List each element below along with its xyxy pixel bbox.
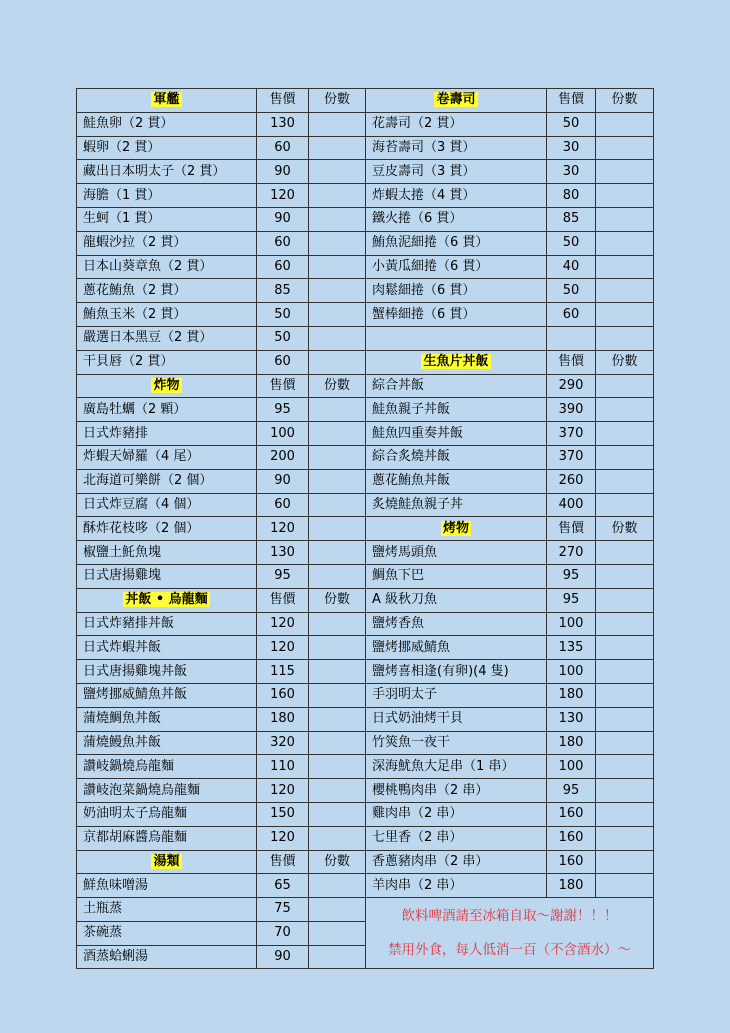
- item-price: 120: [257, 612, 309, 636]
- item-price: 75: [257, 898, 309, 922]
- item-price: 115: [257, 660, 309, 684]
- menu-row: [77, 588, 654, 612]
- item-qty-cell[interactable]: [596, 303, 654, 327]
- item-qty-cell[interactable]: [309, 112, 366, 136]
- item-qty-cell[interactable]: [596, 231, 654, 255]
- notice-line2: 禁用外食，每人低消一百（不含酒水）～: [388, 942, 631, 959]
- item-price: 290: [547, 374, 596, 398]
- item-qty-cell[interactable]: [309, 874, 366, 898]
- section-title: 烤物: [442, 520, 469, 536]
- item-qty-cell[interactable]: [596, 469, 654, 493]
- item-name: 蒲燒鯛魚丼飯: [77, 707, 257, 731]
- item-name: 鮭魚四重奏丼飯: [366, 422, 547, 446]
- item-name: 七里香（2 串）: [366, 826, 547, 850]
- menu-row: [77, 612, 654, 636]
- item-price: 120: [257, 517, 309, 541]
- qty-column-header: 份數: [596, 517, 654, 541]
- section-title: 軍艦: [153, 92, 180, 108]
- qty-column-header: 份數: [309, 850, 366, 874]
- item-qty-cell[interactable]: [596, 564, 654, 588]
- menu-table: [76, 88, 654, 969]
- menu-row: [77, 541, 654, 565]
- item-price: 90: [257, 207, 309, 231]
- item-name: 櫻桃鴨肉串（2 串）: [366, 779, 547, 803]
- item-price: 60: [257, 255, 309, 279]
- item-name: 藏出日本明太子（2 貫）: [77, 160, 257, 184]
- item-price: 60: [257, 136, 309, 160]
- item-name: 日式唐揚雞塊: [77, 564, 257, 588]
- item-name: 炸蝦太捲（4 貫）: [366, 184, 547, 208]
- item-qty-cell[interactable]: [596, 731, 654, 755]
- menu-row: [77, 755, 654, 779]
- item-name: 蒲燒鰻魚丼飯: [77, 731, 257, 755]
- item-qty-cell[interactable]: [309, 660, 366, 684]
- menu-row: [77, 850, 654, 874]
- item-price: 270: [547, 541, 596, 565]
- item-qty-cell[interactable]: [309, 755, 366, 779]
- menu-row: [77, 422, 654, 446]
- item-name: 鹽烤馬頭魚: [366, 541, 547, 565]
- item-name: 干貝唇（2 貫）: [77, 350, 257, 374]
- menu-row: [77, 802, 654, 826]
- item-name: 日式唐揚雞塊丼飯: [77, 660, 257, 684]
- item-qty-cell[interactable]: [596, 826, 654, 850]
- item-name: 日式炸豬排: [77, 422, 257, 446]
- item-qty-cell[interactable]: [596, 493, 654, 517]
- item-price: 65: [257, 874, 309, 898]
- item-price: 85: [257, 279, 309, 303]
- item-price: 95: [547, 779, 596, 803]
- item-qty-cell[interactable]: [596, 874, 654, 898]
- menu-row: [77, 636, 654, 660]
- item-price: 30: [547, 136, 596, 160]
- item-name: 京都胡麻醬烏龍麵: [77, 826, 257, 850]
- item-name: 日式炸豆腐（4 個）: [77, 493, 257, 517]
- section-title: 炸物: [153, 377, 180, 393]
- price-column-header: 售價: [547, 350, 596, 374]
- item-qty-cell[interactable]: [596, 136, 654, 160]
- item-name: 竹筴魚一夜干: [366, 731, 547, 755]
- item-qty-cell[interactable]: [596, 541, 654, 565]
- item-qty-cell[interactable]: [596, 255, 654, 279]
- item-name: 小黃瓜細捲（6 貫）: [366, 255, 547, 279]
- item-price: 70: [257, 921, 309, 945]
- item-name: 酥炸花枝哆（2 個）: [77, 517, 257, 541]
- item-name: 羊肉串（2 串）: [366, 874, 547, 898]
- item-qty-cell[interactable]: [596, 374, 654, 398]
- item-price: 50: [257, 326, 309, 350]
- item-name: 龍蝦沙拉（2 貫）: [77, 231, 257, 255]
- item-price: 100: [547, 660, 596, 684]
- section-header: [366, 517, 547, 541]
- item-qty-cell[interactable]: [309, 445, 366, 469]
- item-name: 讚岐鍋燒烏龍麵: [77, 755, 257, 779]
- item-price: 100: [257, 422, 309, 446]
- section-title: 卷壽司: [436, 92, 476, 108]
- item-name: 蟹棒細捲（6 貫）: [366, 303, 547, 327]
- menu-row: [77, 731, 654, 755]
- item-price: 180: [547, 683, 596, 707]
- item-price: 180: [547, 731, 596, 755]
- item-price: 390: [547, 398, 596, 422]
- menu-row: [77, 279, 654, 303]
- section-title: 湯類: [153, 853, 180, 869]
- item-qty-cell[interactable]: [596, 207, 654, 231]
- item-qty-cell[interactable]: [309, 326, 366, 350]
- item-name: 蔥花鮪魚（2 貫）: [77, 279, 257, 303]
- item-qty-cell[interactable]: [596, 445, 654, 469]
- item-qty-cell[interactable]: [596, 755, 654, 779]
- item-price: 80: [547, 184, 596, 208]
- section-header: [77, 374, 257, 398]
- item-name: 炙燒鮭魚親子丼: [366, 493, 547, 517]
- item-qty-cell[interactable]: [309, 469, 366, 493]
- item-name: 椒鹽土魠魚塊: [77, 541, 257, 565]
- item-qty-cell[interactable]: [596, 184, 654, 208]
- item-qty-cell[interactable]: [309, 707, 366, 731]
- menu-row: [77, 136, 654, 160]
- price-column-header: 售價: [547, 517, 596, 541]
- qty-column-header: 份數: [309, 588, 366, 612]
- item-qty-cell[interactable]: [596, 802, 654, 826]
- notice-line1: 飲料啤酒請至冰箱自取～謝謝！！！: [401, 908, 618, 925]
- item-qty-cell[interactable]: [596, 707, 654, 731]
- menu-row: [77, 207, 654, 231]
- item-name: 肉鬆細捲（6 貫）: [366, 279, 547, 303]
- item-price: 160: [547, 826, 596, 850]
- item-qty-cell[interactable]: [309, 541, 366, 565]
- menu-row: [77, 112, 654, 136]
- item-name: 讚岐泡菜鍋燒烏龍麵: [77, 779, 257, 803]
- item-qty-cell[interactable]: [309, 207, 366, 231]
- item-price: 135: [547, 636, 596, 660]
- menu-row: [77, 469, 654, 493]
- item-name: 鹽烤挪威鯖魚丼飯: [77, 683, 257, 707]
- item-price: 130: [547, 707, 596, 731]
- item-qty-cell[interactable]: [309, 255, 366, 279]
- menu-row: [77, 683, 654, 707]
- item-qty-cell[interactable]: [596, 422, 654, 446]
- item-price: 120: [257, 826, 309, 850]
- item-qty-cell[interactable]: [309, 517, 366, 541]
- item-price: 120: [257, 184, 309, 208]
- item-price: 200: [257, 445, 309, 469]
- price-column-header: 售價: [257, 588, 309, 612]
- item-name: 鹽烤香魚: [366, 612, 547, 636]
- item-name: 土瓶蒸: [77, 898, 257, 922]
- section-header: [77, 850, 257, 874]
- item-price: 400: [547, 493, 596, 517]
- section-title: 生魚片丼飯: [423, 354, 489, 370]
- item-qty-cell[interactable]: [309, 945, 366, 969]
- item-name: 日式炸蝦丼飯: [77, 636, 257, 660]
- item-name: 鹽烤挪威鯖魚: [366, 636, 547, 660]
- item-price: 100: [547, 612, 596, 636]
- menu-row: [77, 707, 654, 731]
- item-name: 深海魷魚大足串（1 串）: [366, 755, 547, 779]
- item-qty-cell[interactable]: [309, 826, 366, 850]
- menu-row: [77, 184, 654, 208]
- item-name: 日本山葵章魚（2 貫）: [77, 255, 257, 279]
- item-name: 花壽司（2 貫）: [366, 112, 547, 136]
- item-qty-cell[interactable]: [309, 493, 366, 517]
- item-qty-cell[interactable]: [596, 612, 654, 636]
- price-column-header: 售價: [257, 850, 309, 874]
- item-qty-cell[interactable]: [596, 112, 654, 136]
- item-qty-cell[interactable]: [309, 898, 366, 922]
- item-price: 160: [547, 850, 596, 874]
- item-name: 鯛魚下巴: [366, 564, 547, 588]
- empty-cell: [596, 326, 654, 350]
- menu-row: [77, 255, 654, 279]
- menu-body: [77, 89, 654, 969]
- item-name: 鮭魚親子丼飯: [366, 398, 547, 422]
- item-price: 30: [547, 160, 596, 184]
- item-name: 炸蝦天婦羅（4 尾）: [77, 445, 257, 469]
- item-price: 370: [547, 445, 596, 469]
- item-name: 綜合炙燒丼飯: [366, 445, 547, 469]
- item-name: 鹽烤喜相逢(有卵)(4 隻): [366, 660, 547, 684]
- item-name: A 級秋刀魚: [366, 588, 547, 612]
- item-price: 120: [257, 636, 309, 660]
- item-name: 日式炸豬排丼飯: [77, 612, 257, 636]
- menu-row: [77, 398, 654, 422]
- item-price: 260: [547, 469, 596, 493]
- item-price: 90: [257, 469, 309, 493]
- empty-cell: [366, 326, 547, 350]
- item-name: 香蔥豬肉串（2 串）: [366, 850, 547, 874]
- item-qty-cell[interactable]: [596, 850, 654, 874]
- item-name: 蝦卵（2 貫）: [77, 136, 257, 160]
- item-qty-cell[interactable]: [309, 184, 366, 208]
- menu-row: [77, 326, 654, 350]
- item-price: 160: [547, 802, 596, 826]
- item-name: 鐵火捲（6 貫）: [366, 207, 547, 231]
- item-price: 95: [257, 398, 309, 422]
- item-price: 150: [257, 802, 309, 826]
- item-name: 雞肉串（2 串）: [366, 802, 547, 826]
- price-column-header: 售價: [257, 374, 309, 398]
- item-qty-cell[interactable]: [309, 564, 366, 588]
- item-qty-cell[interactable]: [309, 731, 366, 755]
- item-qty-cell[interactable]: [309, 160, 366, 184]
- item-qty-cell[interactable]: [596, 588, 654, 612]
- menu-row: [77, 660, 654, 684]
- item-name: 日式奶油烤干貝: [366, 707, 547, 731]
- item-price: 50: [547, 279, 596, 303]
- menu-row: [77, 160, 654, 184]
- item-name: 酒蒸蛤蜊湯: [77, 945, 257, 969]
- item-name: 鮪魚泥細捲（6 貫）: [366, 231, 547, 255]
- item-price: 60: [257, 350, 309, 374]
- item-price: 130: [257, 541, 309, 565]
- item-name: 海膽（1 貫）: [77, 184, 257, 208]
- item-qty-cell[interactable]: [309, 612, 366, 636]
- menu-row: [77, 898, 654, 922]
- menu-row: [77, 826, 654, 850]
- item-price: 60: [547, 303, 596, 327]
- item-name: 生蚵（1 貫）: [77, 207, 257, 231]
- item-qty-cell[interactable]: [309, 779, 366, 803]
- item-name: 廣島牡蠣（2 顆）: [77, 398, 257, 422]
- item-qty-cell[interactable]: [596, 398, 654, 422]
- item-price: 160: [257, 683, 309, 707]
- item-price: 85: [547, 207, 596, 231]
- menu-row: [77, 564, 654, 588]
- item-price: 40: [547, 255, 596, 279]
- item-price: 95: [257, 564, 309, 588]
- section-header: [77, 588, 257, 612]
- item-price: 60: [257, 493, 309, 517]
- item-name: 蔥花鮪魚丼飯: [366, 469, 547, 493]
- section-header: [77, 89, 257, 113]
- menu-row: [77, 350, 654, 374]
- menu-row: [77, 445, 654, 469]
- item-qty-cell[interactable]: [309, 636, 366, 660]
- item-price: 50: [547, 231, 596, 255]
- item-qty-cell[interactable]: [309, 422, 366, 446]
- menu-row: [77, 303, 654, 327]
- item-price: 50: [547, 112, 596, 136]
- item-price: 180: [257, 707, 309, 731]
- item-name: 奶油明太子烏龍麵: [77, 802, 257, 826]
- item-qty-cell[interactable]: [309, 279, 366, 303]
- menu-row: [77, 517, 654, 541]
- item-qty-cell[interactable]: [596, 160, 654, 184]
- item-qty-cell[interactable]: [309, 398, 366, 422]
- menu-row: [77, 493, 654, 517]
- item-price: 370: [547, 422, 596, 446]
- price-column-header: 售價: [257, 89, 309, 113]
- item-name: 綜合丼飯: [366, 374, 547, 398]
- item-price: 60: [257, 231, 309, 255]
- qty-column-header: 份數: [309, 374, 366, 398]
- item-qty-cell[interactable]: [596, 279, 654, 303]
- item-price: 90: [257, 945, 309, 969]
- item-qty-cell[interactable]: [596, 683, 654, 707]
- item-price: 90: [257, 160, 309, 184]
- item-name: 豆皮壽司（3 貫）: [366, 160, 547, 184]
- menu-row: [77, 874, 654, 898]
- item-qty-cell[interactable]: [309, 136, 366, 160]
- item-name: 鮭魚卵（2 貫）: [77, 112, 257, 136]
- item-qty-cell[interactable]: [309, 802, 366, 826]
- item-name: 鮮魚味噌湯: [77, 874, 257, 898]
- menu-row: [77, 374, 654, 398]
- price-column-header: 售價: [547, 89, 596, 113]
- section-title: 丼飯 • 烏龍麵: [125, 592, 208, 608]
- item-price: 100: [547, 755, 596, 779]
- item-price: 95: [547, 564, 596, 588]
- item-qty-cell[interactable]: [309, 231, 366, 255]
- item-qty-cell[interactable]: [309, 350, 366, 374]
- item-price: 120: [257, 779, 309, 803]
- item-price: 180: [547, 874, 596, 898]
- item-name: 海苔壽司（3 貫）: [366, 136, 547, 160]
- qty-column-header: 份數: [596, 350, 654, 374]
- section-header: [366, 350, 547, 374]
- item-name: 嚴選日本黑豆（2 貫）: [77, 326, 257, 350]
- item-qty-cell[interactable]: [596, 660, 654, 684]
- item-name: 茶碗蒸: [77, 921, 257, 945]
- item-qty-cell[interactable]: [596, 779, 654, 803]
- item-price: 320: [257, 731, 309, 755]
- menu-row: [77, 89, 654, 113]
- section-header: [366, 89, 547, 113]
- item-name: 北海道可樂餅（2 個）: [77, 469, 257, 493]
- item-price: 130: [257, 112, 309, 136]
- qty-column-header: 份數: [309, 89, 366, 113]
- item-price: 50: [257, 303, 309, 327]
- item-qty-cell[interactable]: [309, 683, 366, 707]
- item-qty-cell[interactable]: [596, 636, 654, 660]
- item-price: 110: [257, 755, 309, 779]
- menu-row: [77, 779, 654, 803]
- qty-column-header: 份數: [596, 89, 654, 113]
- empty-cell: [547, 326, 596, 350]
- item-name: 鮪魚玉米（2 貫）: [77, 303, 257, 327]
- notice-cell: [366, 898, 654, 969]
- item-name: 手羽明太子: [366, 683, 547, 707]
- item-qty-cell[interactable]: [309, 921, 366, 945]
- item-qty-cell[interactable]: [309, 303, 366, 327]
- item-price: 95: [547, 588, 596, 612]
- menu-row: [77, 231, 654, 255]
